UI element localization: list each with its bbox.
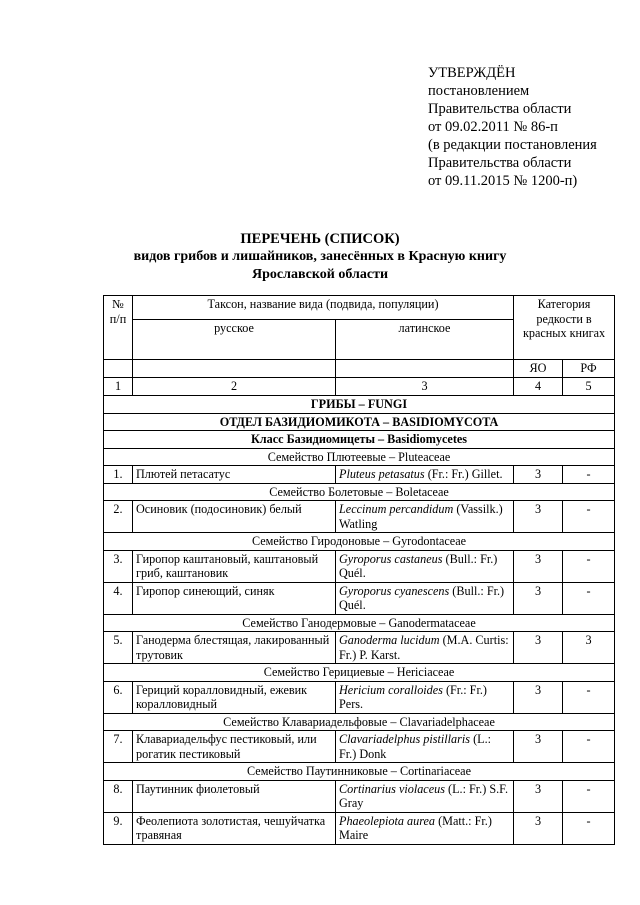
approval-line: постановлением — [428, 83, 530, 99]
latin-authority: (Bull.: Fr.) Quél. — [339, 583, 508, 612]
species-russian-name: Гериций коралловидный, ежевик коралловидный — [133, 681, 336, 713]
latin-binomial: Clavariadelphus pistillaris — [339, 732, 471, 746]
latin-binomial: Hericium coralloides — [339, 682, 443, 697]
species-row — [104, 812, 615, 844]
header-taxon: Таксон, название вида (подвида, популяции) — [133, 296, 514, 320]
species-russian-name: Осиновик (подосиновик) белый — [133, 501, 336, 533]
species-latin-name — [336, 550, 514, 582]
species-latin-name — [336, 780, 514, 812]
col-number: 1 — [104, 378, 133, 396]
latin-binomial: Phaeolepiota aurea — [339, 813, 436, 828]
species-russian-name: Клавариадельфус пестиковый, или рогатик пестиковый — [133, 731, 336, 763]
title-line-1: ПЕРЕЧЕНЬ (СПИСОК) — [240, 231, 400, 247]
approval-block — [428, 64, 597, 190]
category-yao: 3 — [514, 731, 563, 763]
family-row: Семейство Паутинниковые – Cortinariaceae — [104, 763, 615, 781]
category-rf: 3 — [563, 632, 615, 664]
family-row: Семейство Гиродоновые – Gyrodontaceae — [104, 533, 615, 551]
latin-authority: (Bull.: Fr.) Quél. — [339, 551, 501, 580]
family-row: Семейство Болетовые – Boletaceae — [104, 483, 615, 501]
latin-binomial: Leccinum percandidum — [339, 502, 454, 516]
header-num: № п/п — [104, 296, 133, 360]
col-number: 2 — [133, 378, 336, 396]
species-row — [104, 582, 615, 614]
species-row — [104, 501, 615, 533]
class-row: Класс Базидиомицеты – Basidiomycetes — [104, 431, 615, 449]
category-yao: 3 — [514, 812, 563, 844]
header-category: Категория редкости в красных книгах — [514, 296, 615, 360]
species-russian-name: Гиропор синеющий, синяк — [133, 582, 336, 614]
approval-line: (в редакции постановления — [428, 137, 597, 153]
species-row — [104, 681, 615, 713]
latin-authority: (L.: Fr.) Donk — [339, 732, 495, 761]
category-yao: 3 — [514, 632, 563, 664]
species-russian-name: Паутинник фиолетовый — [133, 780, 336, 812]
species-row — [104, 550, 615, 582]
family-row: Семейство Плютеевые – Pluteaceae — [104, 448, 615, 466]
species-latin-name — [336, 681, 514, 713]
col-number: 3 — [336, 378, 514, 396]
species-number: 6. — [104, 681, 133, 713]
header-russian: русское — [133, 320, 336, 360]
category-rf: - — [563, 550, 615, 582]
approval-line: Правительства области — [428, 101, 572, 117]
approval-line: Правительства области — [428, 155, 572, 171]
species-row — [104, 632, 615, 664]
category-yao: 3 — [514, 681, 563, 713]
species-russian-name: Гиропор каштановый, каштановый гриб, каштановик — [133, 550, 336, 582]
category-rf: - — [563, 812, 615, 844]
latin-authority: (Fr.: Fr.) Gillet. — [424, 467, 503, 481]
col-number: 5 — [563, 378, 615, 396]
latin-authority: (L.: Fr.) S.F. Gray — [339, 781, 512, 810]
latin-binomial: Ganoderma lucidum — [339, 633, 440, 647]
header-latin: латинское — [336, 320, 514, 360]
category-yao: 3 — [514, 550, 563, 582]
header-rf: РФ — [563, 360, 615, 378]
latin-authority: (Matt.: Fr.) Maire — [339, 813, 495, 842]
title-line-2: видов грибов и лишайников, занесённых в Красную книгу — [133, 249, 507, 264]
approval-line: УТВЕРЖДЁН — [428, 65, 516, 81]
species-russian-name: Ганодерма блестящая, лакированный трутовик — [133, 632, 336, 664]
latin-binomial: Gyroporus castaneus — [339, 551, 443, 566]
approval-line: от 09.02.2011 № 86-п — [428, 119, 558, 135]
latin-binomial: Gyroporus cyanescens — [339, 583, 450, 598]
species-latin-name — [336, 731, 514, 763]
species-number: 9. — [104, 812, 133, 844]
species-number: 2. — [104, 501, 133, 533]
category-rf: - — [563, 582, 615, 614]
category-rf: - — [563, 466, 615, 484]
family-row: Семейство Герициевые – Hericiaceae — [104, 664, 615, 682]
species-row — [104, 780, 615, 812]
title-line-3: Ярославской области — [251, 267, 389, 282]
header-yao: ЯО — [514, 360, 563, 378]
species-number: 4. — [104, 582, 133, 614]
category-rf: - — [563, 501, 615, 533]
category-rf: - — [563, 681, 615, 713]
species-row — [104, 731, 615, 763]
species-table — [103, 295, 615, 845]
species-number: 1. — [104, 466, 133, 484]
family-row: Семейство Ганодермовые – Ganodermataceae — [104, 614, 615, 632]
approval-line: от 09.11.2015 № 1200-п) — [428, 173, 578, 189]
species-latin-name — [336, 812, 514, 844]
species-russian-name: Плютей петасатус — [133, 466, 336, 484]
species-number: 7. — [104, 731, 133, 763]
category-rf: - — [563, 780, 615, 812]
kingdom-row: ГРИБЫ – FUNGI — [104, 396, 615, 414]
category-yao: 3 — [514, 466, 563, 484]
category-yao: 3 — [514, 780, 563, 812]
latin-authority: (Fr.: Fr.) Pers. — [339, 682, 490, 711]
species-russian-name: Феолепиота золотистая, чешуйчатка травяная — [133, 812, 336, 844]
category-rf: - — [563, 731, 615, 763]
latin-authority: (Vassilk.) Watling — [339, 502, 506, 531]
latin-authority: (M.A. Curtis: Fr.) P. Karst. — [339, 633, 512, 662]
species-number: 8. — [104, 780, 133, 812]
category-yao: 3 — [514, 501, 563, 533]
latin-binomial: Cortinarius violaceus — [339, 781, 445, 796]
latin-binomial: Pluteus petasatus — [339, 467, 425, 481]
species-latin-name — [336, 582, 514, 614]
species-latin-name — [336, 632, 514, 664]
species-latin-name — [336, 501, 514, 533]
family-row: Семейство Клавариадельфовые – Clavariadelphaceae — [104, 713, 615, 731]
category-yao: 3 — [514, 582, 563, 614]
document-title — [0, 230, 640, 284]
species-number: 5. — [104, 632, 133, 664]
species-latin-name — [336, 466, 514, 484]
col-number: 4 — [514, 378, 563, 396]
species-row — [104, 466, 615, 484]
division-row: ОТДЕЛ БАЗИДИОМИКОТА – BASIDIOMYCOTA — [104, 413, 615, 431]
species-number: 3. — [104, 550, 133, 582]
